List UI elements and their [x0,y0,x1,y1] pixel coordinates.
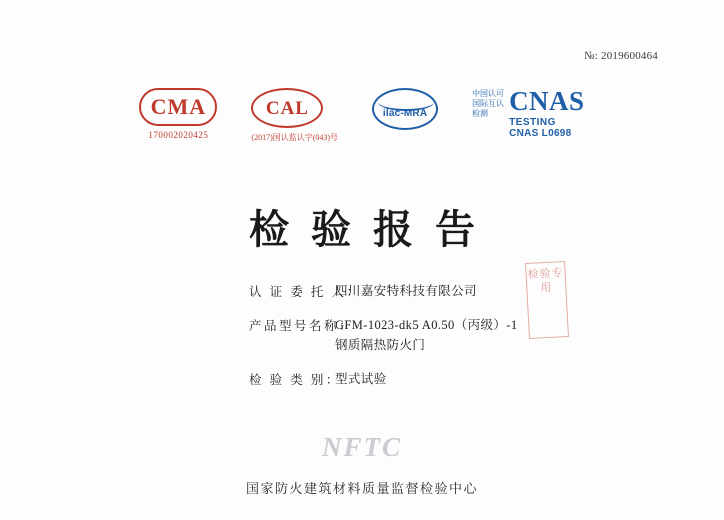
cma-caption: 170002020425 [148,130,209,140]
field-label-inspection-type: 检 验 类 别： [249,373,341,388]
serial-number: №: 2019600464 [584,50,658,62]
cma-seal-icon [139,88,217,126]
field-value-product-model-text-line2: 钢质隔热防火门 [335,337,426,352]
ilac-mark-text: ilac-MRA [382,108,428,119]
cma-mark-block [139,88,217,140]
field-label-client: 认 证 委 托 人： [249,285,362,299]
cnas-logo-block [472,88,585,139]
cnas-line-2: 国际互认 [472,99,505,108]
field-row [249,282,649,301]
field-value-client-text: 四川嘉安特科技有限公司 [335,284,477,298]
issuing-organization: 国家防火建筑材料质量监督检验中心 [245,481,478,496]
cma-mark-text: CMA [150,94,207,119]
field-row [249,370,649,389]
cal-seal-icon [251,88,323,128]
cnas-text-group [509,88,585,139]
cnas-testing-label: TESTING [509,117,556,128]
field-value-product-model [335,316,649,355]
cnas-code: CNAS L0698 [509,128,572,139]
ilac-mra-icon [372,88,438,130]
nftc-watermark-logo: NFTC [321,432,402,462]
field-value-inspection-type [335,370,649,389]
field-value-client [335,282,649,301]
field-label-product-model: 产品型号名称： [249,319,355,334]
cal-mark-block [251,88,338,143]
cnas-logo-icon [472,88,585,139]
cal-caption: (2017)国认监认字(043)号 [251,133,339,142]
cnas-line-1: 中国认可 [472,89,505,98]
field-value-inspection-type-text: 型式试验 [335,372,387,387]
ilac-mra-block [372,88,438,130]
page-title: 检验报告 [249,207,497,252]
cnas-wordmark: CNAS [509,86,585,116]
field-row [249,316,649,355]
accreditation-mark-row [0,88,724,154]
inspection-stamp: 检验专用 [525,261,569,339]
serial-label: № [584,50,595,62]
ilac-swoosh-decoration [378,93,434,111]
cnas-chinese-lines [472,88,504,119]
report-field-list [249,282,649,405]
cal-mark-text: CAL [265,97,309,119]
serial-value: 2019600464 [601,50,658,62]
cnas-line-3: 检测 [472,109,489,118]
field-value-product-model-text: GFM-1023-dk5 A0.50（丙级）-1 [335,318,518,333]
